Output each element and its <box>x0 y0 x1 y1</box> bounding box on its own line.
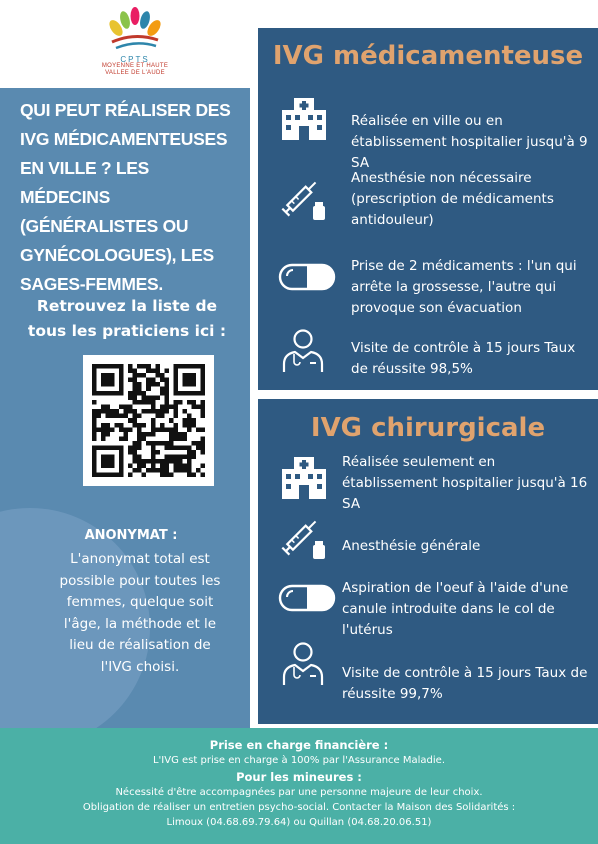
panel-ivg-medicamenteuse <box>258 28 598 390</box>
item-text: Visite de contrôle à 15 jours Taux de réussite 98,5% <box>351 340 576 377</box>
item-text: Prise de 2 médicaments : l'un qui arrête la grossesse, l'autre qui provoque son évacuation <box>351 258 577 316</box>
item-text: Aspiration de l'oeuf à l'aide d'une canule introduite dans le col de l'utérus <box>342 580 569 638</box>
band-text-finance: L'IVG est prise en charge à 100% par l'Assurance Maladie. <box>152 755 446 766</box>
panel-title: IVG médicamenteuse <box>272 41 584 71</box>
info-band <box>0 728 598 844</box>
doctor-icon <box>278 326 336 376</box>
hospital-icon <box>278 94 336 144</box>
logo-text <box>96 56 174 77</box>
logo-subtitle-1: MOYENNE ET HAUTE <box>101 63 169 69</box>
doctor-icon <box>278 639 336 689</box>
band-text-contacts: Limoux (04.68.69.79.64) ou Quillan (04.68.20.06.51) <box>166 817 432 828</box>
headline: QUI PEUT RÉALISER DES IVG MÉDICAMENTEUSES EN VILLE ? LES MÉDECINS (GÉNÉRALISTES OU GYNÉCOLOGUES), LES SAGES-FEMMES. <box>20 100 231 294</box>
panel-title: IVG chirurgicale <box>310 413 546 443</box>
band-heading-finance: Prise en charge financière : <box>209 738 389 752</box>
item-text: Anesthésie non nécessaire (prescription de médicaments antidouleur) <box>351 170 554 228</box>
qr-code-icon <box>92 364 205 477</box>
logo-name: CPTS <box>120 55 150 64</box>
anonymat-title: ANONYMAT : <box>84 528 178 543</box>
item-text: Anesthésie générale <box>342 538 481 554</box>
syringe-icon <box>278 511 336 561</box>
panel-ivg-chirurgicale <box>258 399 598 724</box>
cpts-logo <box>96 6 174 82</box>
item-text: Réalisée en ville ou en établissement hospitalier jusqu'à 9 SA <box>351 113 588 171</box>
syringe-icon <box>278 172 336 222</box>
anonymat-text: L'anonymat total est possible pour toutes les femmes, quelque soit l'âge, la méthode et le lieu de réalisation de l'IVG choisi. <box>59 551 221 675</box>
item-text: Visite de contrôle à 15 jours Taux de réussite 99,7% <box>342 665 588 702</box>
logo-figures-icon <box>108 6 162 54</box>
find-practitioners-text: Retrouvez la liste de tous les praticiens ici : <box>27 297 227 340</box>
pill-icon <box>278 583 336 633</box>
item-text: Réalisée seulement en établissement hospitalier jusqu'à 16 SA <box>342 454 588 512</box>
logo-subtitle-2: VALLEE DE L'AUDE <box>105 70 165 76</box>
band-text-minors-2: Obligation de réaliser un entretien psycho-social. Contacter la Maison des Solidarités : <box>82 802 516 813</box>
pill-icon <box>278 262 336 312</box>
hospital-icon <box>278 453 336 503</box>
band-heading-minors: Pour les mineures : <box>236 770 362 784</box>
band-text-minors-1: Nécessité d'être accompagnées par une personne majeure de leur choix. <box>115 787 483 798</box>
qr-code[interactable] <box>83 355 214 486</box>
